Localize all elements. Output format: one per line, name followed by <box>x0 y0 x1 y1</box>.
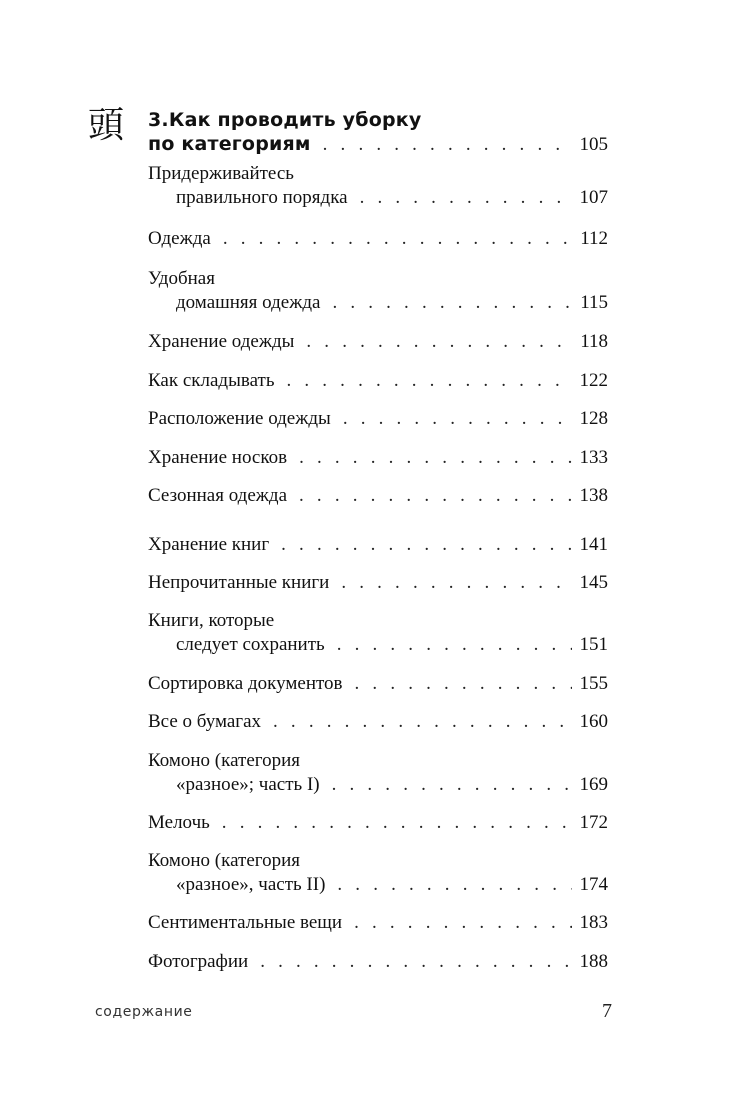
entry-page-number: 172 <box>579 812 608 833</box>
chapter-title-line1: 3.Как проводить уборку <box>148 109 422 131</box>
entry-title: Книги, которые <box>148 610 275 631</box>
entry-title: Хранение носков <box>148 447 288 468</box>
dot-leader <box>222 811 572 835</box>
dot-leader <box>281 533 571 557</box>
entry-page-number: 183 <box>579 912 608 933</box>
dot-leader <box>337 633 572 657</box>
toc-entry[interactable] <box>148 407 608 431</box>
dot-leader <box>354 911 571 935</box>
dot-leader <box>355 672 572 696</box>
running-footer-label: содержание <box>95 1004 193 1020</box>
entry-title: Расположение одежды <box>148 408 331 429</box>
dot-leader <box>223 227 572 251</box>
toc-entry[interactable] <box>148 672 608 696</box>
entry-page-number: 155 <box>579 673 608 694</box>
entry-page-number: 128 <box>579 408 608 429</box>
entry-title: Хранение книг <box>148 534 270 555</box>
kanji-ornament: 頭 <box>88 105 125 146</box>
chapter-title-line2: по категориям <box>148 133 311 155</box>
entry-title-continuation: домашняя одежда <box>176 292 321 313</box>
entry-page-number: 169 <box>579 774 608 795</box>
toc-entry[interactable] <box>148 227 608 251</box>
toc-entry[interactable] <box>148 609 608 657</box>
entry-page-number: 122 <box>579 370 608 391</box>
toc-entry[interactable] <box>148 811 608 835</box>
entry-page-number: 112 <box>580 228 608 249</box>
dot-leader <box>299 446 571 470</box>
dot-leader <box>306 330 572 354</box>
toc-entry[interactable] <box>148 849 608 897</box>
entry-page-number: 188 <box>579 951 608 972</box>
entry-page-number: 133 <box>579 447 608 468</box>
toc-entry[interactable] <box>148 533 608 557</box>
toc-entry[interactable] <box>148 162 608 210</box>
entry-title: Как складывать <box>148 370 275 391</box>
entry-title: Хранение одежды <box>148 331 295 352</box>
entry-page-number: 107 <box>579 187 608 208</box>
dot-leader <box>260 950 571 974</box>
entry-title: Комоно (категория <box>148 750 300 771</box>
toc-entry[interactable] <box>148 267 608 315</box>
entry-page-number: 138 <box>579 485 608 506</box>
entry-page-number: 115 <box>580 292 608 313</box>
entry-page-number: 118 <box>580 331 608 352</box>
entry-title-continuation: «разное», часть II) <box>176 874 326 895</box>
toc-entry[interactable] <box>148 484 608 508</box>
toc-entry[interactable] <box>148 446 608 470</box>
entry-title-continuation: следует сохранить <box>176 634 325 655</box>
toc-entry[interactable] <box>148 911 608 935</box>
entry-title: Фотографии <box>148 951 249 972</box>
dot-leader <box>273 710 571 734</box>
dot-leader <box>323 133 572 157</box>
dot-leader <box>341 571 571 595</box>
entry-title: Сентиментальные вещи <box>148 912 343 933</box>
toc-entry[interactable] <box>148 710 608 734</box>
chapter-heading[interactable] <box>148 108 608 156</box>
toc-entry[interactable] <box>148 369 608 393</box>
toc-entry[interactable] <box>148 571 608 595</box>
entry-page-number: 141 <box>579 534 608 555</box>
dot-leader <box>343 407 572 431</box>
toc-entry[interactable] <box>148 950 608 974</box>
entry-title: Все о бумагах <box>148 711 262 732</box>
dot-leader <box>332 291 572 315</box>
entry-title: Сортировка документов <box>148 673 343 694</box>
entry-title-continuation: «разное»; часть I) <box>176 774 320 795</box>
entry-title: Удобная <box>148 268 215 289</box>
entry-page-number: 160 <box>579 711 608 732</box>
entry-title-continuation: правильного порядка <box>176 187 348 208</box>
entry-title: Придерживайтесь <box>148 163 294 184</box>
chapter-page-number: 105 <box>579 134 608 155</box>
toc-entry[interactable] <box>148 330 608 354</box>
dot-leader <box>360 186 572 210</box>
entry-title: Непрочитанные книги <box>148 572 330 593</box>
dot-leader <box>332 773 572 797</box>
entry-page-number: 174 <box>579 874 608 895</box>
dot-leader <box>299 484 571 508</box>
entry-title: Сезонная одежда <box>148 485 288 506</box>
dot-leader <box>337 873 571 897</box>
entry-title: Мелочь <box>148 812 210 833</box>
entry-title: Одежда <box>148 228 211 249</box>
entry-page-number: 145 <box>579 572 608 593</box>
folio-page-number: 7 <box>602 1000 612 1022</box>
toc-entry[interactable] <box>148 749 608 797</box>
dot-leader <box>286 369 571 393</box>
entry-title: Комоно (категория <box>148 850 300 871</box>
entry-page-number: 151 <box>579 634 608 655</box>
